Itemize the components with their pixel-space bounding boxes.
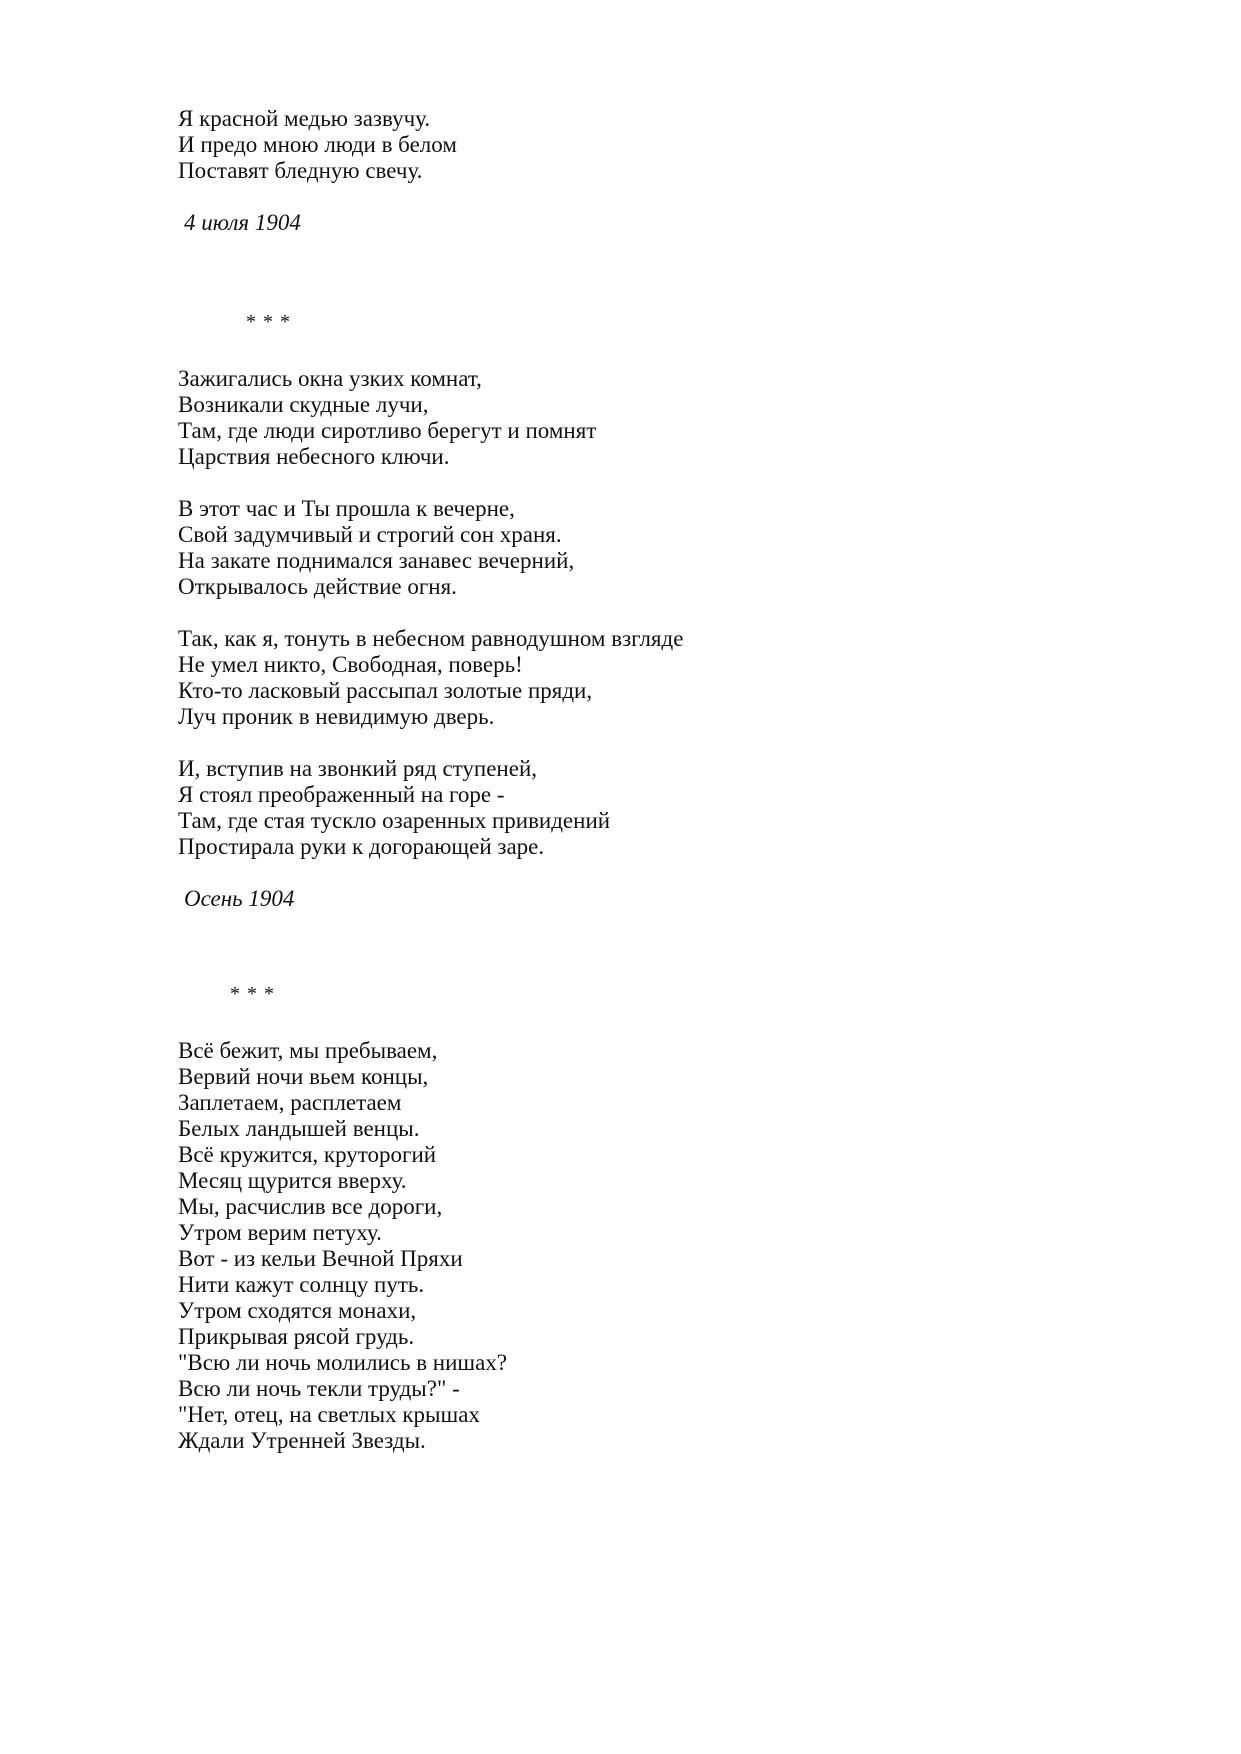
section-separator: * * *	[230, 983, 275, 1005]
poem-line: И предо мною люди в белом	[178, 132, 457, 157]
poem-line: Свой задумчивый и строгий сон храня.	[178, 522, 562, 547]
poem-line: Поставят бледную свечу.	[178, 158, 423, 183]
poem-line: Утром верим петуху.	[178, 1220, 382, 1245]
poem-line: Возникали скудные лучи,	[178, 392, 429, 417]
poem-date: Осень 1904	[184, 886, 295, 911]
poem-line: Утром сходятся монахи,	[178, 1298, 417, 1323]
poem-line: Луч проник в невидимую дверь.	[178, 704, 495, 729]
poem-line: Прикрывая рясой грудь.	[178, 1324, 415, 1349]
poem-line: Белых ландышей венцы.	[178, 1116, 420, 1141]
poem-date: 4 июля 1904	[184, 210, 301, 235]
poem-line: В этот час и Ты прошла к вечерне,	[178, 496, 515, 521]
poem-line: И, вступив на звонкий ряд ступеней,	[178, 756, 538, 781]
poem-line: "Нет, отец, на светлых крышах	[178, 1402, 480, 1427]
poem-line: Месяц щурится вверху.	[178, 1168, 407, 1193]
poem-line: Всю ли ночь текли труды?" -	[178, 1376, 460, 1401]
poem-line: Простирала руки к догорающей заре.	[178, 834, 545, 859]
section-separator: * * *	[246, 311, 291, 333]
poem-line: Зажигались окна узких комнат,	[178, 366, 482, 391]
poem-line: Всё бежит, мы пребываем,	[178, 1038, 438, 1063]
poem-line: Там, где стая тускло озаренных привидений	[178, 808, 611, 833]
poem-line: Всё кружится, круторогий	[178, 1142, 437, 1167]
poem-line: Заплетаем, расплетаем	[178, 1090, 402, 1115]
poem-line: Ждали Утренней Звезды.	[178, 1428, 426, 1453]
poem-line: Я стоял преображенный на горе -	[178, 782, 505, 807]
poem-line: Там, где люди сиротливо берегут и помнят	[178, 418, 597, 443]
poem-line: Вот - из кельи Вечной Пряхи	[178, 1246, 463, 1271]
poem-line: Кто-то ласковый рассыпал золотые пряди,	[178, 678, 593, 703]
poem-line: Не умел никто, Свободная, поверь!	[178, 652, 523, 677]
poem-line: Так, как я, тонуть в небесном равнодушном взгляде	[178, 626, 684, 651]
poem-line: "Всю ли ночь молились в нишах?	[178, 1350, 508, 1375]
poem-line: Мы, расчислив все дороги,	[178, 1194, 443, 1219]
poem-line: Я красной медью зазвучу.	[178, 106, 431, 131]
poem-line: На закате поднимался занавес вечерний,	[178, 548, 575, 573]
poem-line: Вервий ночи вьем концы,	[178, 1064, 429, 1089]
poem-line: Нити кажут солнцу путь.	[178, 1272, 425, 1297]
poem-line: Открывалось действие огня.	[178, 574, 457, 599]
poem-line: Царствия небесного ключи.	[178, 444, 450, 469]
